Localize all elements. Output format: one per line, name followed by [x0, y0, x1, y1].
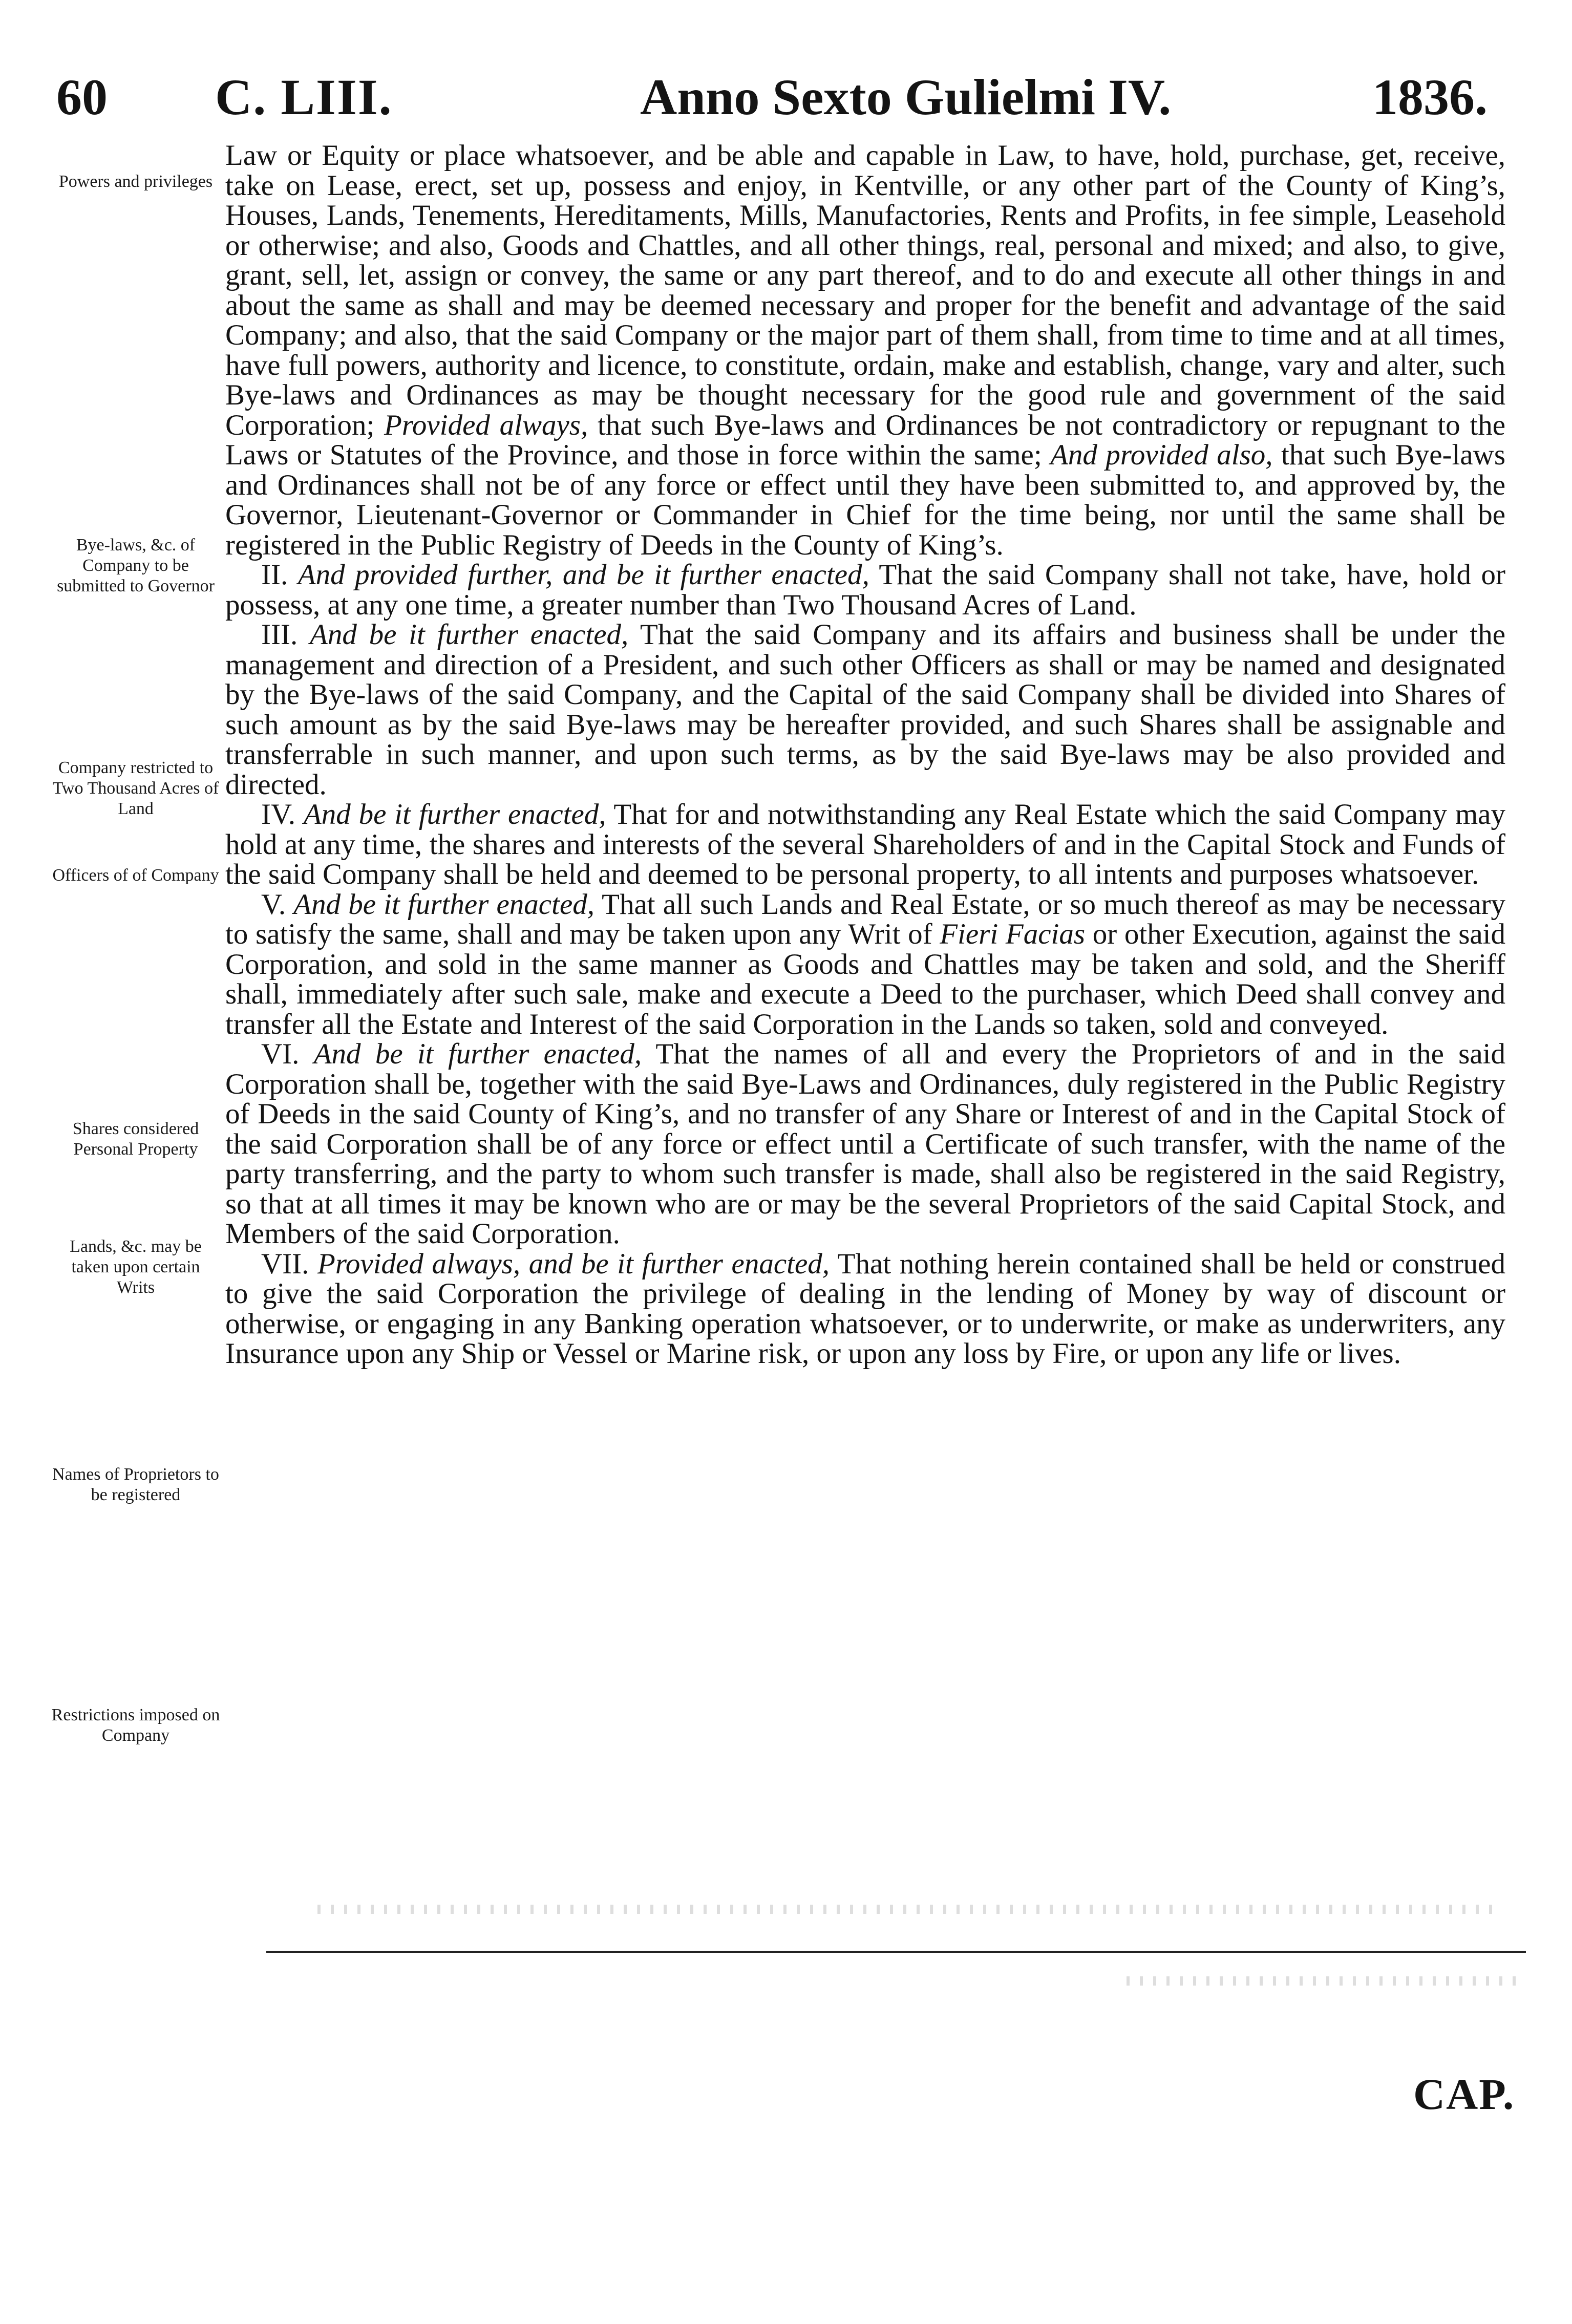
- bottom-rule: [266, 1951, 1526, 1953]
- section-7: [225, 1249, 1505, 1369]
- intro-text-b: that such Bye-laws and Ordinances be not contradictory or repugnant to the Laws or Statutes of the Province, and those in force within the same;: [225, 409, 1506, 471]
- section-5-text-b: or other Execution, against the said Corporation, and sold in the same manner as Goods and Chattles may be taken and sold, and the Sheriff shall, immediately after such sale, make and execute a Deed to the purchaser, which Deed shall convey and transfer all the Estate and Interest of the said Corporation in the Lands so taken, sold and conveyed.: [225, 918, 1506, 1040]
- sidenote-powers: Powers and privileges: [58, 172, 213, 191]
- section-4-number: IV.: [261, 798, 296, 830]
- section-3: [225, 620, 1505, 800]
- section-4-text: That for and notwithstanding any Real Estate which the said Company may hold at any time, the shares and interests of the several Shareholders of and in the Capital Stock and Funds of the said Company shall be held and deemed to be personal property, to all intents and purposes whatsoever.: [225, 798, 1505, 890]
- chapter-heading: C. LIII.: [215, 69, 393, 125]
- sidenote-restrictions: Restrictions imposed on Company: [51, 1705, 220, 1745]
- intro-text-c: that such Bye-laws and Ordinances shall not be of any force or effect until they have been submitted to, and approved by, the Governor, Lieutenant-Governor or Commander in Chief for the time being, nor until the same shall be registered in the Public Registry of Deeds in the County of King’s.: [225, 439, 1506, 561]
- section-2-number: II.: [261, 559, 288, 591]
- reign-heading: Anno Sexto Gulielmi IV.: [640, 69, 1172, 125]
- section-3-enacting-clause: And be it further enacted,: [310, 619, 629, 651]
- sidenote-writs: Lands, &c. may be taken upon certain Writs: [70, 1237, 202, 1297]
- section-6-text: That the names of all and every the Proprietors of and in the said Corporation shall be, together with the said Bye-Laws and Ordinances, duly registered in the Public Registry of Deeds in the said County of King’s, and no transfer of any Share or Interest of and in the Capital Stock of the said Corporation shall be of any force or effect until a Certificate of such transfer, with the name of the party transferring, and the party to whom such transfer is made, shall also be registered in the said Registry, so that at all times it may be known who are or may be the several Proprietors of the said Capital Stock, and Members of the said Corporation.: [225, 1038, 1505, 1250]
- bleed-through-marks-lower: [1127, 1976, 1516, 1986]
- section-3-text: That the said Company and its affairs and business shall be under the management and direction of a President, and such other Officers as shall or may be named and designated by the Bye-laws of the said Company, and the Capital of the said Company shall be divided into Shares of such amount as by the said Bye-laws may be hereafter provided, and such Shares shall be assignable and transferrable in such manner, and upon such terms, as by the said Bye-laws may be also provided and directed.: [225, 619, 1506, 801]
- section-4: [225, 800, 1505, 890]
- section-5: [225, 890, 1505, 1040]
- section-6-number: VI.: [261, 1038, 300, 1070]
- proviso-also: And provided also,: [1050, 439, 1273, 471]
- section-7-enacting-clause: Provided always, and be it further enacted,: [317, 1247, 830, 1280]
- section-6-enacting-clause: And be it further enacted,: [313, 1038, 642, 1070]
- section-2-enacting-clause: And provided further, and be it further enacted,: [298, 559, 869, 591]
- year-heading: 1836.: [1372, 69, 1488, 125]
- intro-text-a: Law or Equity or place whatsoever, and be able and capable in Law, to have, hold, purchase, get, receive, take on Lease, erect, set up, possess and enjoy, in Kentville, or any other part of the County of King’s, Houses, Lands, Tenements, Hereditaments, Mills, Manufactories, Rents and Profits, in fee simple, Leasehold or otherwise; and also, Goods and Chattles, and all other things, real, personal and mixed; and also, to give, grant, sell, let, assign or convey, the same or any part thereof, and to do and execute all other things in and about the same as shall and may be deemed necessary and proper for the benefit and advantage of the said Company; and also, that the said Company or the major part of them shall, from time to time and at all times, have full powers, authority and licence, to constitute, ordain, make and establish, change, vary and alter, such Bye-laws and Ordinances as may be thought necessary for the good rule and government of the said Corporation;: [225, 139, 1505, 441]
- section-2: [225, 560, 1505, 620]
- section-4-enacting-clause: And be it further enacted,: [303, 798, 606, 830]
- section-2-text: That the said Company shall not take, have, hold or possess, at any one time, a greater number than Two Thousand Acres of Land.: [225, 559, 1505, 621]
- sidenote-bye-laws: Bye-laws, &c. of Company to be submitted to Governor: [57, 536, 215, 595]
- section-5-text-a: That all such Lands and Real Estate, or so much thereof as may be necessary to satisfy the same, shall and may be taken upon any Writ of: [225, 888, 1505, 950]
- sidenote-registration: Names of Proprietors to be registered: [52, 1465, 219, 1504]
- section-3-number: III.: [261, 619, 298, 651]
- writ-name: Fieri Facias: [940, 918, 1086, 950]
- sidenote-shares: Shares considered Personal Property: [72, 1119, 199, 1159]
- intro-paragraph: [225, 141, 1505, 560]
- section-7-number: VII.: [261, 1247, 309, 1280]
- proviso-always: Provided always,: [384, 409, 588, 441]
- section-5-enacting-clause: And be it further enacted,: [293, 888, 594, 921]
- page-number: 60: [56, 69, 108, 125]
- section-7-text: That nothing herein contained shall be held or construed to give the said Corporation the privilege of dealing in the lending of Money by way of discount or otherwise, or engaging in any Banking operation whatsoever, or to underwrite, or make as underwriters, any Insurance upon any Ship or Vessel or Marine risk, or upon any loss by Fire, or upon any life or lives.: [225, 1247, 1505, 1370]
- sidenote-land-restriction: Company restricted to Two Thousand Acres of Land: [52, 758, 219, 818]
- statute-text: [225, 141, 1505, 1369]
- sidenote-officers: Officers of of Company: [52, 866, 219, 885]
- bleed-through-marks: [317, 1905, 1495, 1914]
- section-5-number: V.: [261, 888, 286, 921]
- catchword: CAP.: [1413, 2070, 1515, 2119]
- section-6: [225, 1039, 1505, 1249]
